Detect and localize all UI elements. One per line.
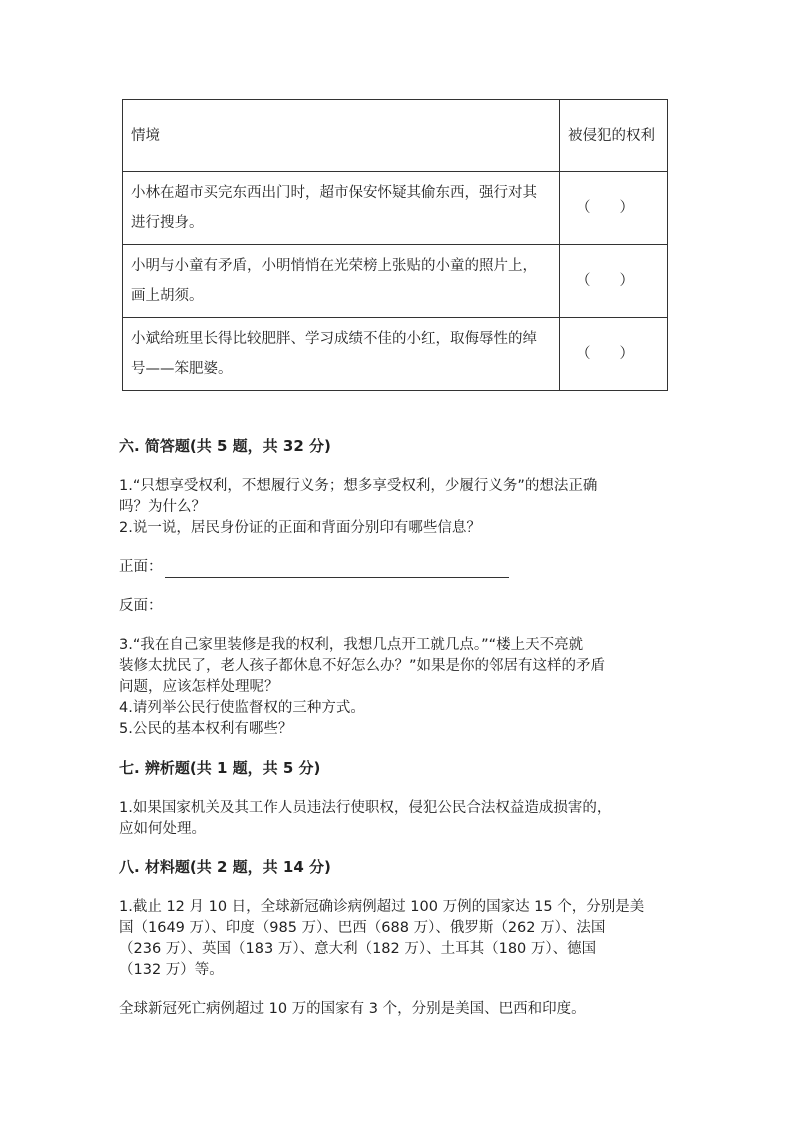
- q3-line2: 装修太扰民了，老人孩子都休息不好怎么办？”如果是你的邻居有这样的矛盾: [119, 658, 606, 674]
- table-row: [123, 318, 668, 391]
- rights-table: [122, 99, 668, 391]
- q1-line2: 吗？为什么？: [119, 499, 206, 515]
- s8-q1-line2: 国（1649 万）、印度（985 万）、巴西（688 万）、俄罗斯（262 万）、法国: [119, 920, 606, 936]
- section7-title: 七. 辨析题(共 1 题，共 5 分): [119, 759, 321, 777]
- table-row: [123, 172, 668, 245]
- s7-q1-line2: 应如何处理。: [119, 821, 206, 837]
- table-header-row: [123, 100, 668, 172]
- front-answer: [119, 557, 679, 578]
- q2: 2.说一说，居民身份证的正面和背面分别印有哪些信息？: [119, 520, 481, 536]
- section8-title: 八. 材料题(共 2 题，共 14 分): [119, 858, 331, 876]
- q4: 4.请列举公民行使监督权的三种方式。: [119, 700, 365, 716]
- q3-line1: 3.“我在自己家里装修是我的权利，我想几点开工就几点。”“楼上天不亮就: [119, 637, 584, 653]
- q3-line3: 问题，应该怎样处理呢？: [119, 679, 279, 695]
- header-situation: 情境: [123, 100, 560, 172]
- row-situation: 小明与小童有矛盾，小明悄悄在光荣榜上张贴的小童的照片上，画上胡须。: [123, 245, 560, 318]
- s8-q1-paragraph2: 全球新冠死亡病例超过 10 万的国家有 3 个，分别是美国、巴西和印度。: [119, 1001, 586, 1017]
- front-answer-line[interactable]: [165, 563, 509, 578]
- q5: 5.公民的基本权利有哪些？: [119, 721, 293, 737]
- header-right-violated: 被侵犯的权利: [560, 100, 668, 172]
- q1-line1: 1.“只想享受权利，不想履行义务；想多享受权利，少履行义务”的想法正确: [119, 478, 598, 494]
- back-label: 反面：: [119, 598, 163, 614]
- answer-blank[interactable]: （ ）: [560, 172, 668, 245]
- s8-q1-line4: （132 万）等。: [119, 962, 224, 978]
- front-label: 正面：: [119, 559, 163, 575]
- s8-q1-line3: （236 万）、英国（183 万）、意大利（182 万）、土耳其（180 万）、德国: [119, 941, 597, 957]
- row-situation: 小斌给班里长得比较肥胖、学习成绩不佳的小红，取侮辱性的绰号——笨肥婆。: [123, 318, 560, 391]
- s7-q1-line1: 1.如果国家机关及其工作人员违法行使职权，侵犯公民合法权益造成损害的，: [119, 800, 612, 816]
- answer-blank[interactable]: （ ）: [560, 318, 668, 391]
- row-situation: 小林在超市买完东西出门时，超市保安怀疑其偷东西，强行对其进行搜身。: [123, 172, 560, 245]
- table-row: [123, 245, 668, 318]
- answer-blank[interactable]: （ ）: [560, 245, 668, 318]
- s8-q1-line1: 1.截止 12 月 10 日，全球新冠确诊病例超过 100 万例的国家达 15 个，分别是美: [119, 899, 645, 915]
- section6-title: 六. 简答题(共 5 题，共 32 分): [119, 437, 331, 455]
